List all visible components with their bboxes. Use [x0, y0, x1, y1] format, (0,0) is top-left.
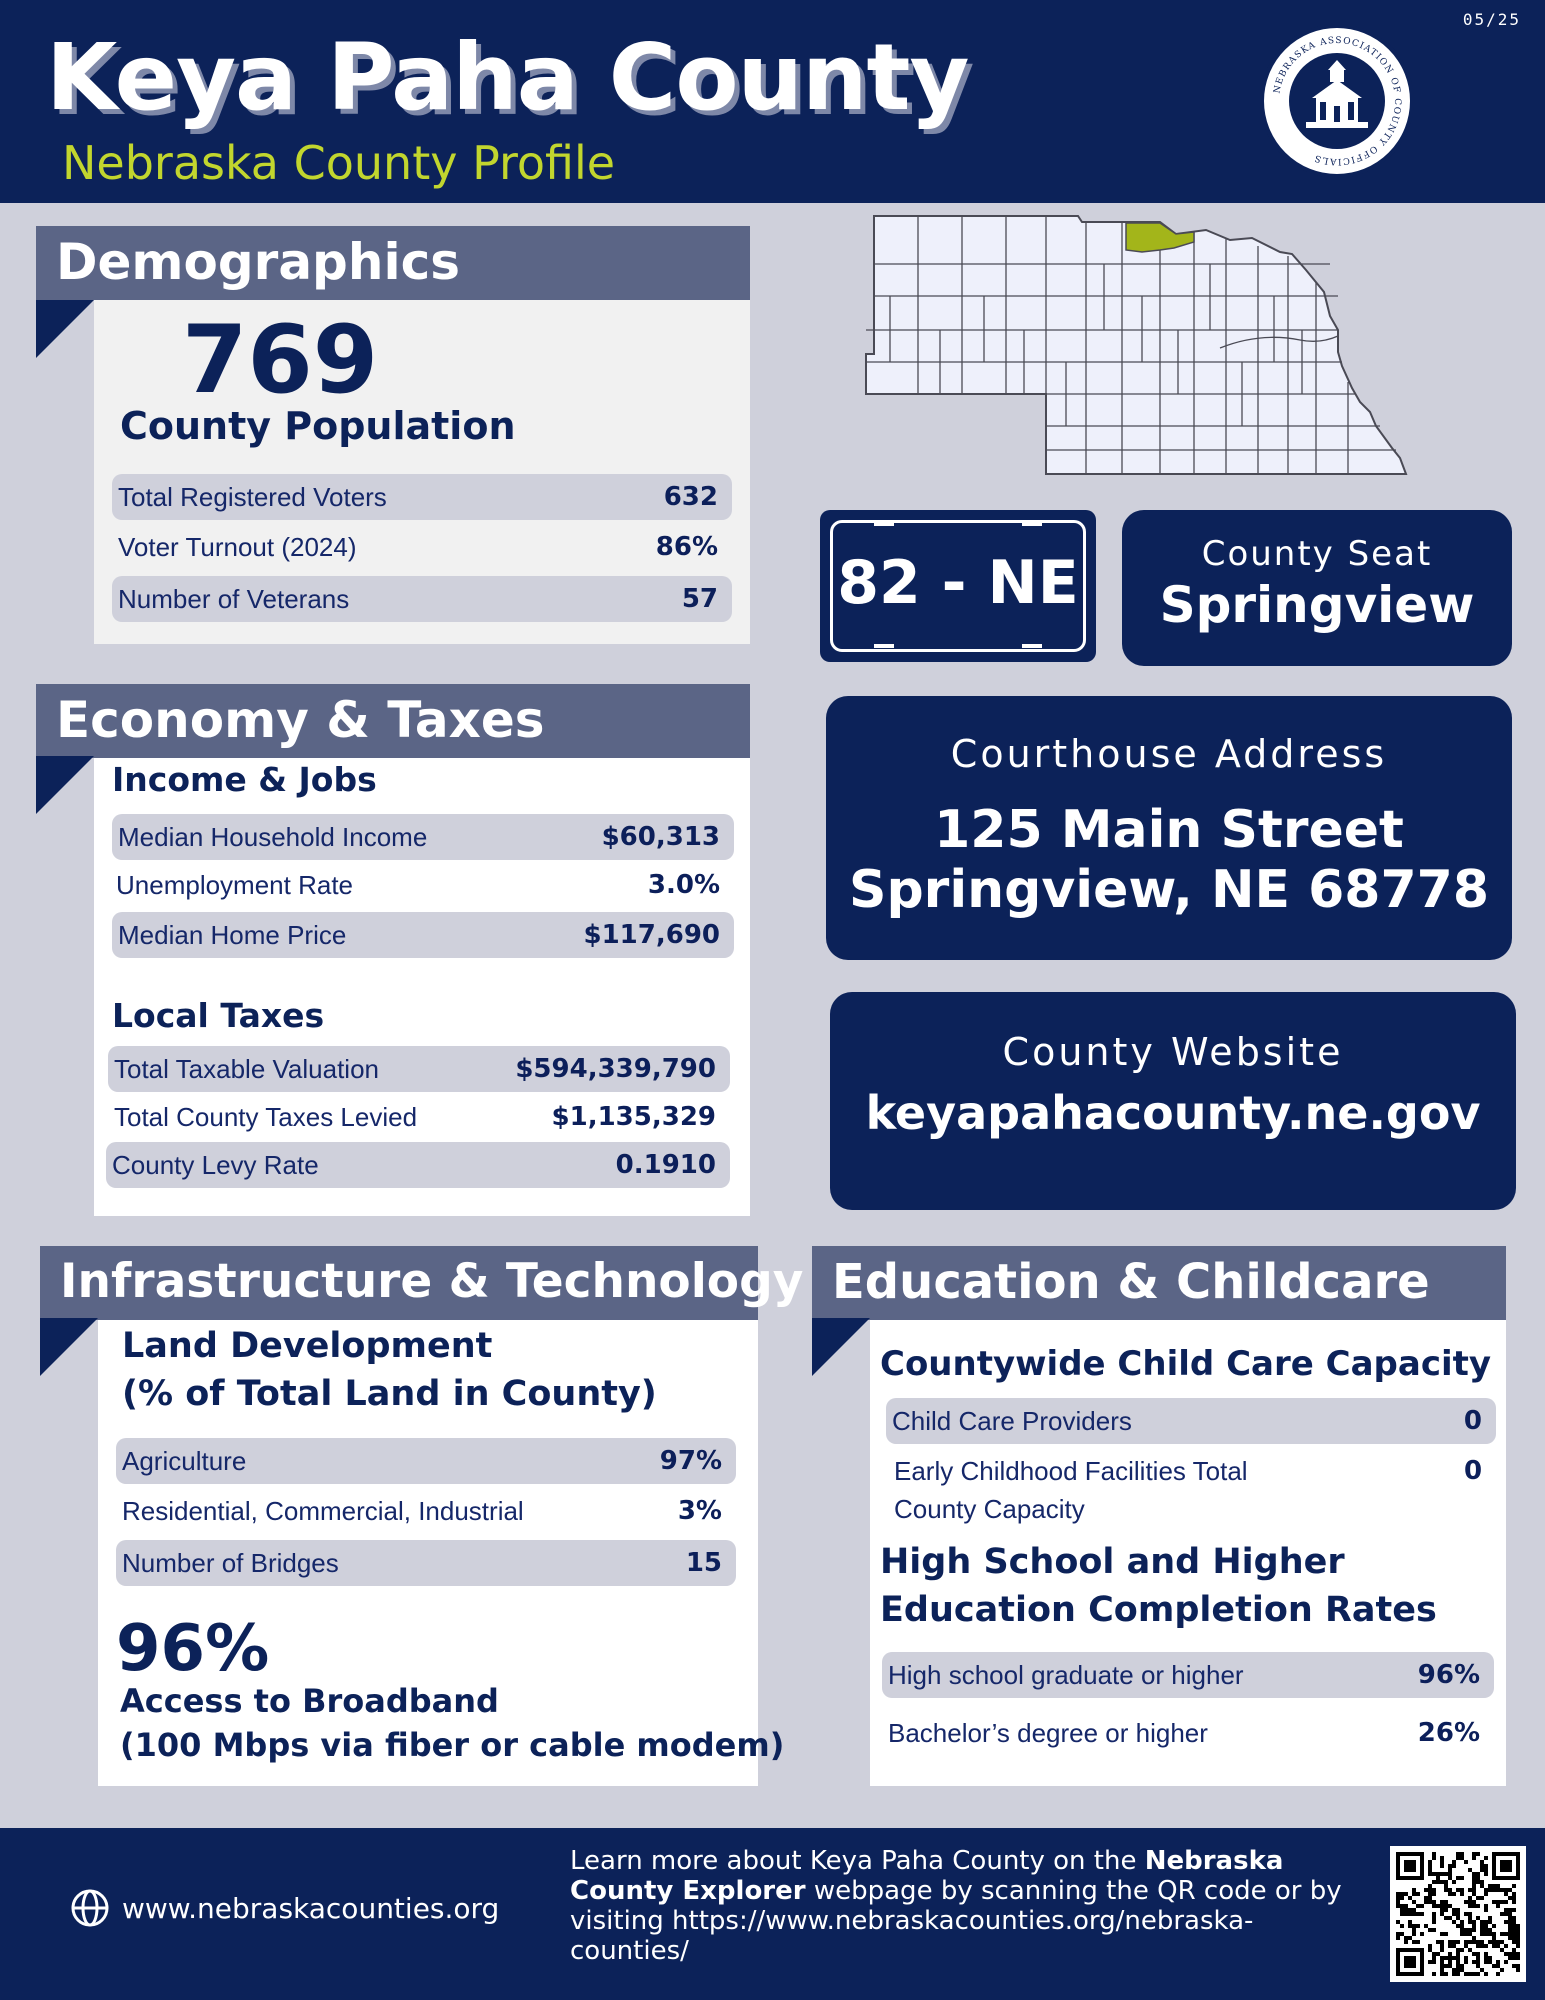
local-taxes-heading: Local Taxes	[112, 996, 325, 1035]
stat-label: County Levy Rate	[112, 1149, 319, 1180]
stat-value: $1,135,329	[551, 1102, 716, 1132]
qr-code-pattern	[1396, 1852, 1520, 1976]
stat-row	[112, 524, 732, 570]
address-label: Courthouse Address	[950, 732, 1388, 776]
plate-number: 82 - NE	[837, 548, 1079, 618]
stat-row	[112, 814, 734, 860]
stat-row	[110, 862, 734, 908]
stat-value: 57	[681, 584, 718, 614]
qr-code[interactable]	[1390, 1846, 1526, 1982]
plate-bolt	[1022, 522, 1042, 526]
stat-label-line: Early Childhood Facilities Total	[894, 1456, 1248, 1486]
broadband-value: 96%	[116, 1612, 270, 1686]
stat-label-line: County Capacity	[894, 1494, 1085, 1524]
childcare-capacity-heading: Countywide Child Care Capacity	[880, 1344, 1492, 1384]
footer-site-link[interactable]: www.nebraskacounties.org	[122, 1892, 500, 1925]
stat-value: 3%	[677, 1496, 722, 1526]
footer-blurb	[570, 1846, 1370, 1966]
plate-bolt	[874, 522, 894, 526]
economy-heading: Economy & Taxes	[36, 684, 750, 758]
stat-label-multiline	[894, 1452, 1248, 1528]
stat-row	[106, 1142, 730, 1188]
stat-label: Total Taxable Valuation	[114, 1053, 380, 1084]
page-subtitle: Nebraska County Profile	[62, 136, 616, 190]
website-label: County Website	[1002, 1030, 1344, 1074]
stat-label: Number of Veterans	[118, 583, 350, 614]
seal-ring-svg	[1264, 28, 1410, 174]
stat-row	[108, 1094, 730, 1140]
stat-row	[108, 1046, 730, 1092]
courthouse-address-card	[826, 696, 1512, 960]
stat-value: 96%	[1417, 1660, 1480, 1690]
stat-row	[886, 1398, 1496, 1444]
stat-label: Number of Bridges	[122, 1547, 339, 1578]
stat-label: Child Care Providers	[892, 1405, 1132, 1436]
stat-row	[882, 1652, 1494, 1698]
stat-row	[116, 1488, 736, 1534]
heading-corner-marker	[40, 1318, 98, 1376]
county-seat-value: Springview	[1159, 576, 1475, 634]
stat-row	[882, 1710, 1494, 1756]
demographics-heading: Demographics	[36, 226, 750, 300]
stat-value: $117,690	[583, 920, 720, 950]
stat-label: Agriculture	[122, 1445, 247, 1476]
footer-blurb-text: webpage by scanning the QR code or by visiting https://www.nebraskacounties.org/nebraska-counties/	[570, 1876, 1342, 1966]
land-development-subheading: (% of Total Land in County)	[122, 1374, 657, 1414]
stat-row	[112, 474, 732, 520]
broadband-sublabel: (100 Mbps via fiber or cable modem)	[120, 1726, 785, 1764]
heading-corner-marker	[36, 756, 94, 814]
stat-label: Unemployment Rate	[116, 869, 353, 900]
stat-value: 0	[1463, 1406, 1482, 1436]
stat-value: $594,339,790	[515, 1054, 716, 1084]
stat-value: 26%	[1417, 1718, 1480, 1748]
stat-label: Total County Taxes Levied	[114, 1101, 418, 1132]
stat-row	[116, 1438, 736, 1484]
education-heading: Education & Childcare	[812, 1246, 1506, 1320]
land-development-heading: Land Development	[122, 1326, 493, 1366]
seal-lettering: NEBRASKA ASSOCIATION OF COUNTY OFFICIALS	[1272, 35, 1403, 167]
license-plate	[820, 510, 1096, 662]
globe-icon	[70, 1888, 110, 1928]
stat-row	[116, 1540, 736, 1586]
heading-corner-marker	[36, 300, 94, 358]
stat-value: 97%	[659, 1446, 722, 1476]
website-link[interactable]: keyapahacounty.ne.gov	[865, 1086, 1481, 1140]
completion-rates-heading: High School and Higher	[880, 1542, 1345, 1582]
stat-label: Bachelor’s degree or higher	[888, 1717, 1208, 1748]
footer-blurb-text: Learn more about Keya Paha County on the	[570, 1846, 1145, 1876]
stat-value: 15	[685, 1548, 722, 1578]
stat-value: $60,313	[601, 822, 720, 852]
population-value: 769	[182, 306, 379, 415]
county-seat-label: County Seat	[1201, 534, 1433, 574]
stat-label: Voter Turnout (2024)	[118, 531, 357, 562]
stat-label: Median Household Income	[118, 821, 428, 852]
state-outline	[866, 216, 1406, 474]
heading-corner-marker	[812, 1318, 870, 1376]
address-line-1: 125 Main Street	[934, 800, 1404, 860]
stat-label: High school graduate or higher	[888, 1659, 1244, 1690]
stat-label: Total Registered Voters	[118, 481, 387, 512]
infrastructure-heading: Infrastructure & Technology	[40, 1246, 758, 1320]
stat-label: Residential, Commercial, Industrial	[122, 1495, 524, 1526]
county-website-card	[830, 992, 1516, 1210]
plate-bolt	[1022, 644, 1042, 648]
stat-row	[112, 912, 734, 958]
broadband-label: Access to Broadband	[120, 1682, 499, 1720]
stat-value: 0	[1464, 1456, 1483, 1486]
plate-bolt	[874, 644, 894, 648]
completion-rates-subheading: Education Completion Rates	[880, 1590, 1437, 1630]
stat-row	[112, 576, 732, 622]
stat-value: 86%	[655, 532, 718, 562]
county-seat-card	[1122, 510, 1512, 666]
population-label: County Population	[120, 404, 516, 448]
stat-value: 0.1910	[615, 1150, 716, 1180]
issue-date: 05/25	[1462, 10, 1521, 29]
stat-value: 3.0%	[647, 870, 720, 900]
footer-blurb-bold[interactable]: Nebraska County Explorer	[570, 1846, 1284, 1906]
page-title: Keya Paha County	[46, 24, 969, 131]
income-jobs-heading: Income & Jobs	[112, 760, 377, 799]
nebraska-county-map	[860, 212, 1480, 492]
stat-label: Median Home Price	[118, 919, 347, 950]
address-line-2: Springview, NE 68778	[849, 860, 1489, 920]
association-seal-logo	[1260, 24, 1414, 178]
stat-value: 632	[663, 482, 718, 512]
